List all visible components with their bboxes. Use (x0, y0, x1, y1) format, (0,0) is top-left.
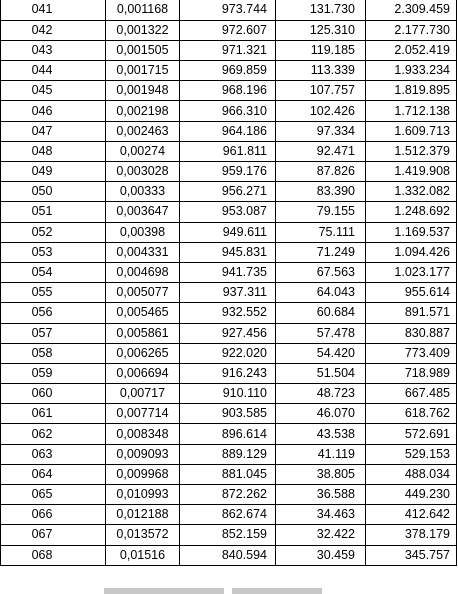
total-cell: 830.887 (366, 323, 457, 343)
value-cell: 48.723 (276, 384, 366, 404)
table-row (1, 424, 457, 444)
value-cell: 102.426 (276, 101, 366, 121)
total-cell: 718.989 (366, 363, 457, 383)
value-cell: 38.805 (276, 464, 366, 484)
table-row (1, 303, 457, 323)
rate-cell: 0,00717 (106, 384, 180, 404)
total-cell: 2.309.459 (366, 0, 457, 20)
survivors-cell: 896.614 (180, 424, 276, 444)
rate-cell: 0,001948 (106, 81, 180, 101)
total-cell: 412.642 (366, 505, 457, 525)
survivors-cell: 966.310 (180, 101, 276, 121)
value-cell: 34.463 (276, 505, 366, 525)
survivors-cell: 927.456 (180, 323, 276, 343)
rate-cell: 0,012188 (106, 505, 180, 525)
value-cell: 46.070 (276, 404, 366, 424)
value-cell: 43.538 (276, 424, 366, 444)
total-cell: 891.571 (366, 303, 457, 323)
total-cell: 1.023.177 (366, 262, 457, 282)
survivors-cell: 881.045 (180, 464, 276, 484)
age-cell: 046 (1, 101, 106, 121)
age-cell: 045 (1, 81, 106, 101)
rate-cell: 0,002198 (106, 101, 180, 121)
total-cell: 572.691 (366, 424, 457, 444)
table-row (1, 384, 457, 404)
value-cell: 36.588 (276, 485, 366, 505)
total-cell: 1.248.692 (366, 202, 457, 222)
rate-cell: 0,003028 (106, 162, 180, 182)
value-cell: 41.119 (276, 444, 366, 464)
total-cell: 2.052.419 (366, 40, 457, 60)
survivors-cell: 903.585 (180, 404, 276, 424)
age-cell: 058 (1, 343, 106, 363)
rate-cell: 0,00274 (106, 141, 180, 161)
rate-cell: 0,010993 (106, 485, 180, 505)
total-cell: 1.419.908 (366, 162, 457, 182)
age-cell: 055 (1, 283, 106, 303)
rate-cell: 0,004331 (106, 242, 180, 262)
age-cell: 056 (1, 303, 106, 323)
value-cell: 107.757 (276, 81, 366, 101)
age-cell: 044 (1, 61, 106, 81)
table-row (1, 242, 457, 262)
total-cell: 1.609.713 (366, 121, 457, 141)
value-cell: 119.185 (276, 40, 366, 60)
table-body (1, 0, 457, 565)
survivors-cell: 949.611 (180, 222, 276, 242)
value-cell: 131.730 (276, 0, 366, 20)
age-cell: 051 (1, 202, 106, 222)
rate-cell: 0,013572 (106, 525, 180, 545)
survivors-cell: 964.186 (180, 121, 276, 141)
rate-cell: 0,006694 (106, 363, 180, 383)
survivors-cell: 932.552 (180, 303, 276, 323)
value-cell: 79.155 (276, 202, 366, 222)
total-cell: 378.179 (366, 525, 457, 545)
age-cell: 059 (1, 363, 106, 383)
table-row (1, 121, 457, 141)
value-cell: 113.339 (276, 61, 366, 81)
rate-cell: 0,009968 (106, 464, 180, 484)
bottom-scroll-strip (0, 588, 458, 594)
total-cell: 1.512.379 (366, 141, 457, 161)
value-cell: 32.422 (276, 525, 366, 545)
value-cell: 54.420 (276, 343, 366, 363)
age-cell: 049 (1, 162, 106, 182)
rate-cell: 0,001322 (106, 20, 180, 40)
table-row (1, 0, 457, 20)
table-row (1, 262, 457, 282)
age-cell: 047 (1, 121, 106, 141)
survivors-cell: 852.159 (180, 525, 276, 545)
value-cell: 92.471 (276, 141, 366, 161)
value-cell: 60.684 (276, 303, 366, 323)
value-cell: 87.826 (276, 162, 366, 182)
table-row (1, 444, 457, 464)
rate-cell: 0,007714 (106, 404, 180, 424)
age-cell: 061 (1, 404, 106, 424)
age-cell: 050 (1, 182, 106, 202)
total-cell: 955.614 (366, 283, 457, 303)
total-cell: 1.712.138 (366, 101, 457, 121)
table-row (1, 323, 457, 343)
total-cell: 529.153 (366, 444, 457, 464)
rate-cell: 0,001168 (106, 0, 180, 20)
rate-cell: 0,005077 (106, 283, 180, 303)
age-cell: 063 (1, 444, 106, 464)
total-cell: 449.230 (366, 485, 457, 505)
table-row (1, 505, 457, 525)
total-cell: 488.034 (366, 464, 457, 484)
age-cell: 068 (1, 545, 106, 565)
total-cell: 1.169.537 (366, 222, 457, 242)
table-row (1, 141, 457, 161)
survivors-cell: 889.129 (180, 444, 276, 464)
survivors-cell: 910.110 (180, 384, 276, 404)
value-cell: 97.334 (276, 121, 366, 141)
survivors-cell: 937.311 (180, 283, 276, 303)
rate-cell: 0,005861 (106, 323, 180, 343)
age-cell: 053 (1, 242, 106, 262)
value-cell: 71.249 (276, 242, 366, 262)
value-cell: 51.504 (276, 363, 366, 383)
table-row (1, 404, 457, 424)
table-row (1, 363, 457, 383)
table-row (1, 283, 457, 303)
age-cell: 052 (1, 222, 106, 242)
rate-cell: 0,008348 (106, 424, 180, 444)
survivors-cell: 961.811 (180, 141, 276, 161)
total-cell: 667.485 (366, 384, 457, 404)
survivors-cell: 953.087 (180, 202, 276, 222)
table-row (1, 222, 457, 242)
survivors-cell: 959.176 (180, 162, 276, 182)
table-row (1, 485, 457, 505)
value-cell: 64.043 (276, 283, 366, 303)
rate-cell: 0,003647 (106, 202, 180, 222)
table-row (1, 81, 457, 101)
value-cell: 75.111 (276, 222, 366, 242)
table-row (1, 162, 457, 182)
value-cell: 83.390 (276, 182, 366, 202)
age-cell: 048 (1, 141, 106, 161)
total-cell: 1.094.426 (366, 242, 457, 262)
age-cell: 064 (1, 464, 106, 484)
survivors-cell: 956.271 (180, 182, 276, 202)
table-row (1, 101, 457, 121)
table-row (1, 464, 457, 484)
survivors-cell: 971.321 (180, 40, 276, 60)
age-cell: 054 (1, 262, 106, 282)
age-cell: 067 (1, 525, 106, 545)
survivors-cell: 922.020 (180, 343, 276, 363)
table-row (1, 343, 457, 363)
table-row (1, 182, 457, 202)
rate-cell: 0,009093 (106, 444, 180, 464)
survivors-cell: 916.243 (180, 363, 276, 383)
survivors-cell: 945.831 (180, 242, 276, 262)
total-cell: 618.762 (366, 404, 457, 424)
value-cell: 67.563 (276, 262, 366, 282)
survivors-cell: 862.674 (180, 505, 276, 525)
age-cell: 041 (1, 0, 106, 20)
table-row (1, 20, 457, 40)
table-row (1, 202, 457, 222)
survivors-cell: 969.859 (180, 61, 276, 81)
table-row (1, 525, 457, 545)
rate-cell: 0,004698 (106, 262, 180, 282)
rate-cell: 0,00333 (106, 182, 180, 202)
table-row (1, 545, 457, 565)
value-cell: 125.310 (276, 20, 366, 40)
age-cell: 057 (1, 323, 106, 343)
survivors-cell: 972.607 (180, 20, 276, 40)
total-cell: 1.819.895 (366, 81, 457, 101)
value-cell: 30.459 (276, 545, 366, 565)
rate-cell: 0,001715 (106, 61, 180, 81)
survivors-cell: 872.262 (180, 485, 276, 505)
age-cell: 066 (1, 505, 106, 525)
survivors-cell: 941.735 (180, 262, 276, 282)
age-cell: 065 (1, 485, 106, 505)
total-cell: 1.332.082 (366, 182, 457, 202)
survivors-cell: 840.594 (180, 545, 276, 565)
rate-cell: 0,001505 (106, 40, 180, 60)
survivors-cell: 973.744 (180, 0, 276, 20)
rate-cell: 0,006265 (106, 343, 180, 363)
table-row (1, 61, 457, 81)
total-cell: 773.409 (366, 343, 457, 363)
rate-cell: 0,01516 (106, 545, 180, 565)
total-cell: 345.757 (366, 545, 457, 565)
age-cell: 042 (1, 20, 106, 40)
age-cell: 062 (1, 424, 106, 444)
age-cell: 060 (1, 384, 106, 404)
value-cell: 57.478 (276, 323, 366, 343)
survivors-cell: 968.196 (180, 81, 276, 101)
rate-cell: 0,005465 (106, 303, 180, 323)
rate-cell: 0,00398 (106, 222, 180, 242)
table-row (1, 40, 457, 60)
age-cell: 043 (1, 40, 106, 60)
total-cell: 2.177.730 (366, 20, 457, 40)
total-cell: 1.933.234 (366, 61, 457, 81)
rate-cell: 0,002463 (106, 121, 180, 141)
